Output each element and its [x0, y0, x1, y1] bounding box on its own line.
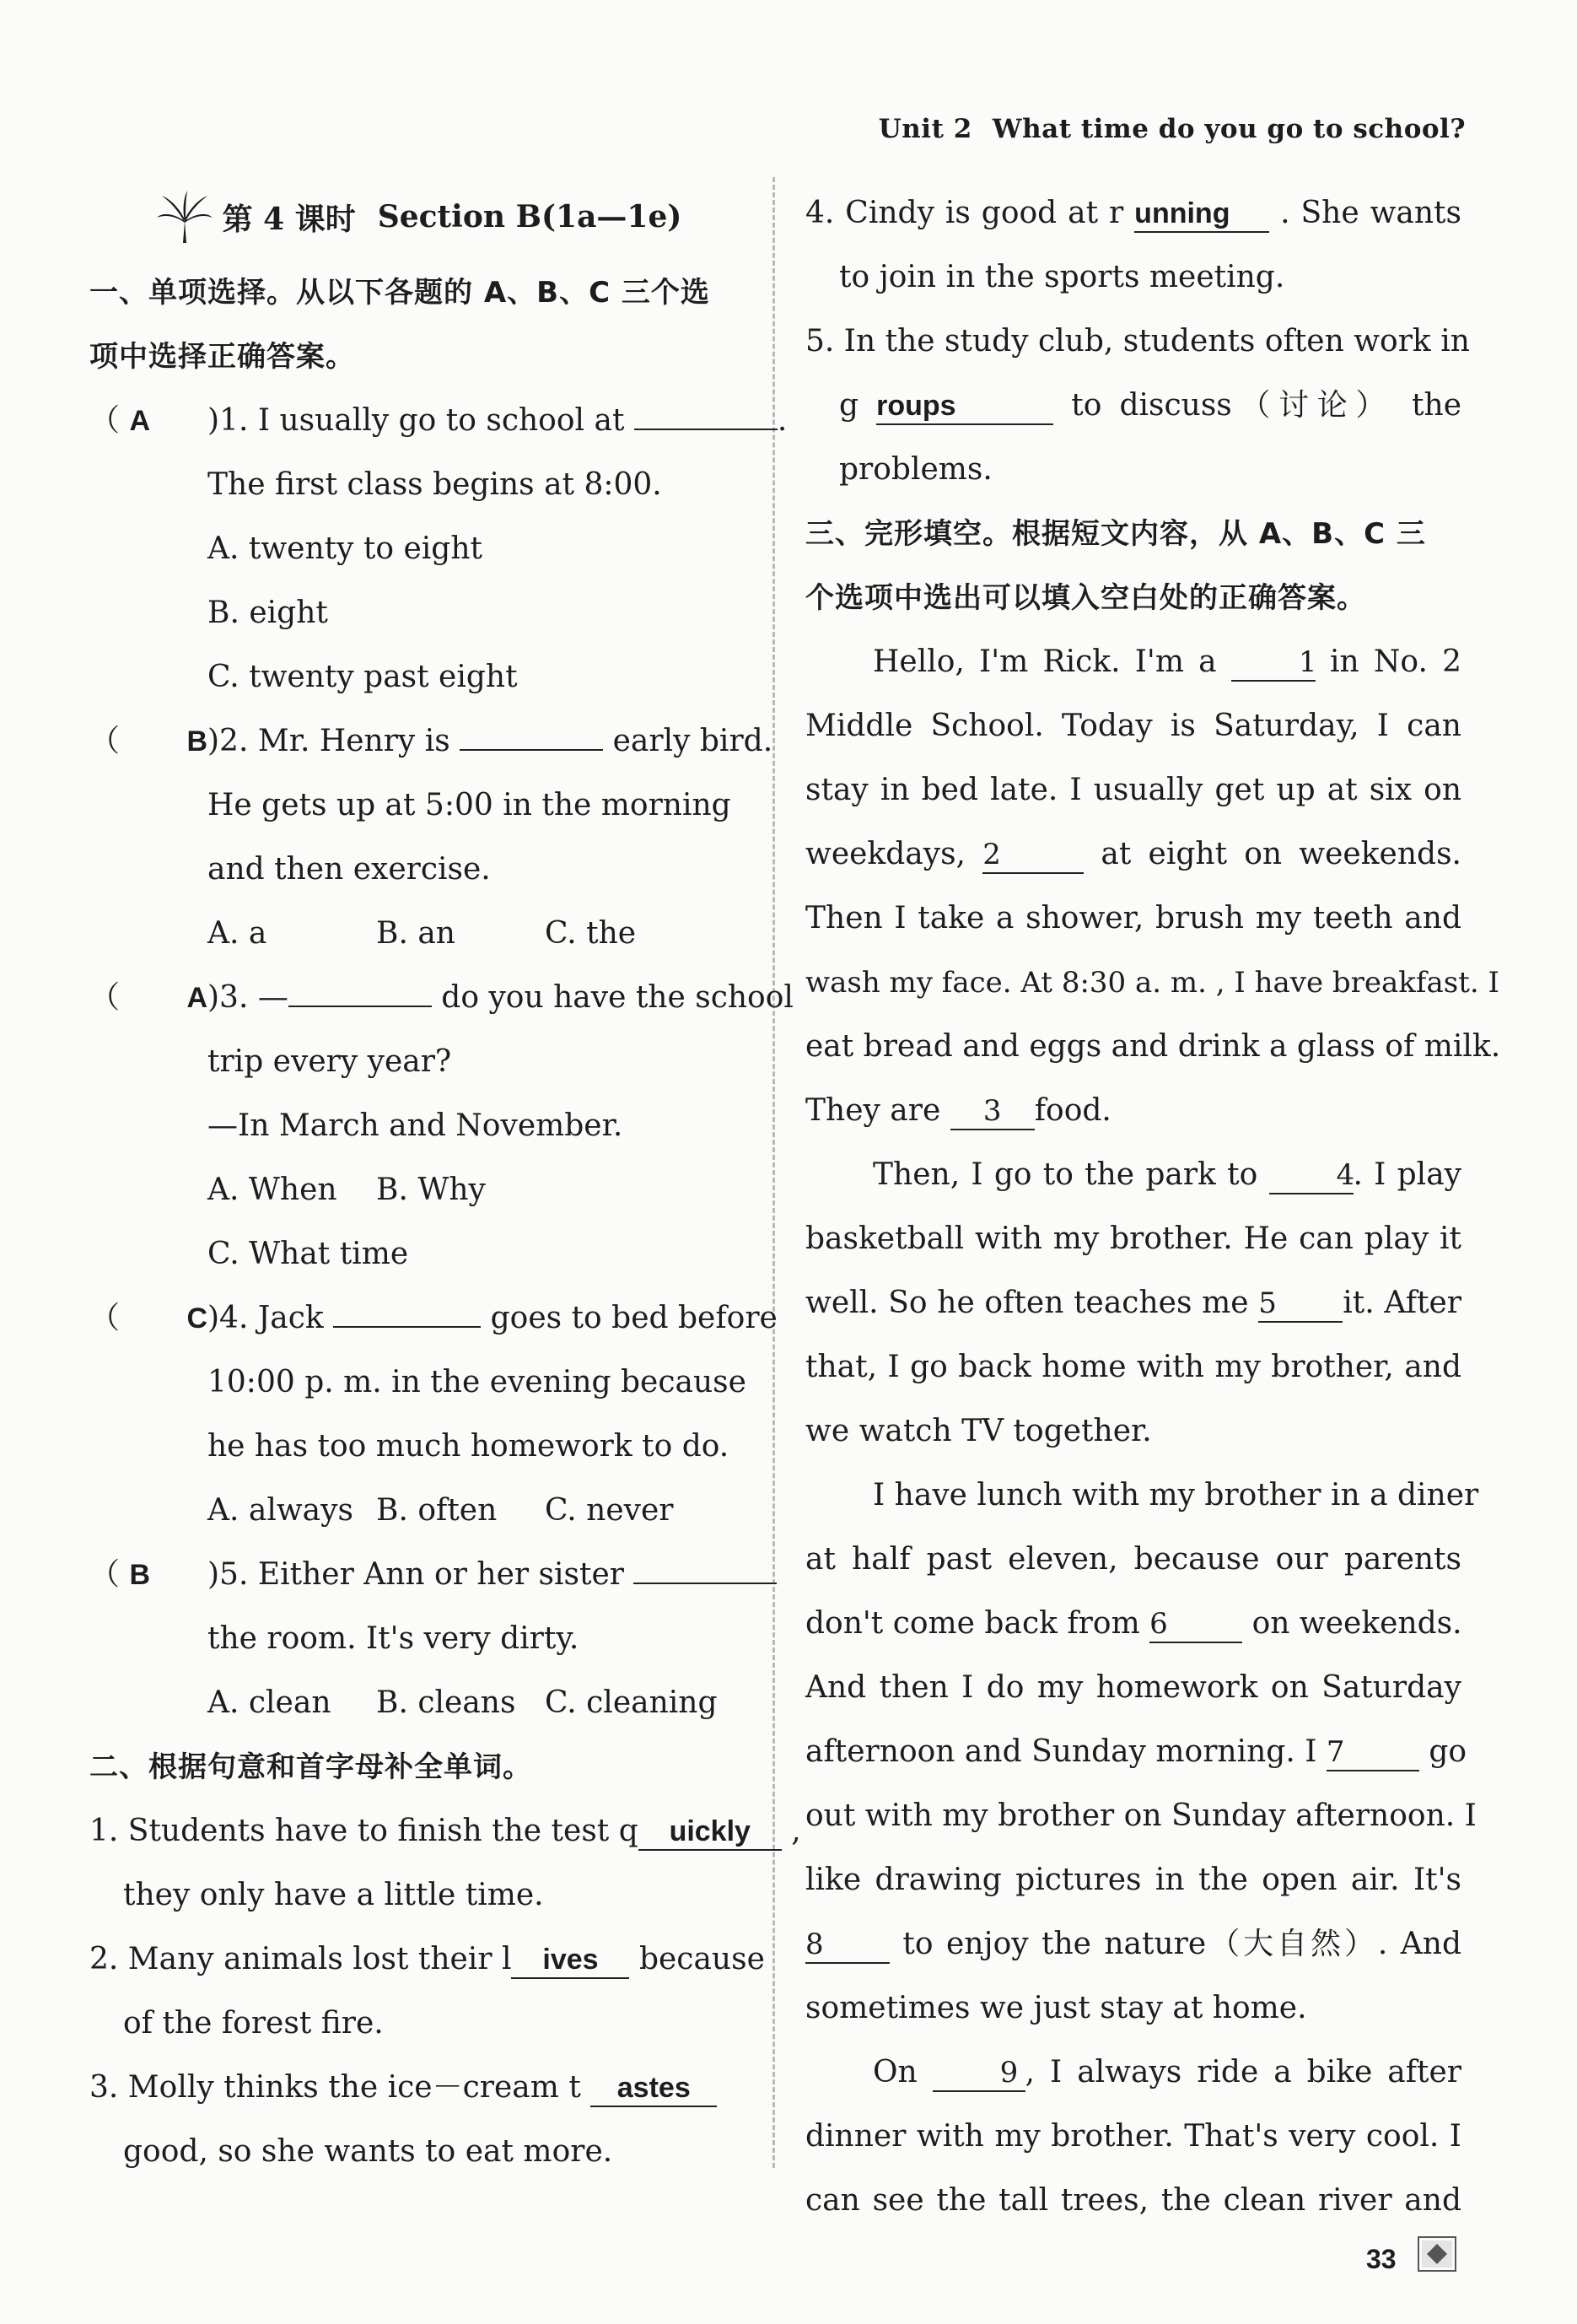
- blank-3[interactable]: 3: [950, 1093, 1035, 1130]
- passage-paragraph-2: Then, I go to the park to 4. I play basketball with my brother. He can play it well. So he often teaches me 5 it. After that, I go back home with my brother, and we watch TV together.: [805, 1157, 1462, 1448]
- answer-blank[interactable]: [460, 717, 603, 751]
- word-fill[interactable]: roups: [876, 388, 1053, 425]
- option-a: A. clean: [207, 1685, 331, 1720]
- sprout-icon: [155, 187, 214, 246]
- word-fill[interactable]: uickly: [638, 1814, 782, 1851]
- diamond-corner-icon: [1417, 2235, 1457, 2273]
- word-fill[interactable]: ives: [511, 1942, 629, 1979]
- lesson-label: 第 4 课时: [222, 201, 356, 237]
- unit-title: What time do you go to school?: [992, 114, 1466, 144]
- option-b: B. cleans: [376, 1685, 516, 1720]
- blank-8[interactable]: 8: [805, 1927, 890, 1964]
- answer-blank[interactable]: [634, 396, 778, 430]
- passage-paragraph-3: I have lunch with my brother in a diner at half past eleven, because our parents don't come back from 6 on weekends. And then I do my homework on Saturday afternoon and Sunday morning. I 7 go out with my brother on Sunday afternoon. I like drawing pictures in the open air. It's 8 to enjoy the nature（大自然）. And sometimes we just stay at home.: [805, 1478, 1479, 2025]
- answer-mark: A: [129, 405, 151, 437]
- option-b: B. Why: [376, 1173, 486, 1207]
- page-number: 33: [1366, 2244, 1397, 2274]
- blank-5[interactable]: 5: [1258, 1286, 1343, 1323]
- option-c: C. twenty past eight: [207, 660, 518, 694]
- passage-paragraph-1: Hello, I'm Rick. I'm a 1 in No. 2 Middle School. Today is Saturday, I can stay in bed late. I usually get up at six on weekdays, 2 at eight on weekends. Then I take a shower, brush my teeth and wash my face. At 8:30 a. m. , I have breakfast. I eat bread and eggs and drink a glass of milk. They are 3 food.: [805, 630, 1461, 1143]
- running-header: [879, 114, 1466, 144]
- column-divider: [772, 177, 775, 2168]
- sentence-1: 1. Students have to finish the test q uickly , they only have a little time.: [89, 1814, 801, 1912]
- sentence-4: 4. Cindy is good at r unning . She wants to join in the sports meeting.: [805, 196, 1461, 294]
- option-a: A. a: [207, 916, 267, 951]
- option-a: A. always: [207, 1493, 353, 1528]
- sentence-5: 5. In the study club, students often work in g roups to discuss（讨论） the problems.: [805, 324, 1470, 487]
- blank-2[interactable]: 2: [982, 837, 1084, 874]
- right-column: [805, 181, 1501, 2233]
- word-fill[interactable]: unning: [1134, 196, 1269, 233]
- blank-9[interactable]: 9: [933, 2055, 1025, 2092]
- question-4: （ C)4. Jack goes to bed before 10:00 p. m. in the evening because he has too much homework to do. A. always B. often C. never: [89, 1286, 747, 1543]
- question-5: （ B )5. Either Ann or her sister the room. It's very dirty. A. clean B. cleans C. cleaning: [89, 1543, 747, 1735]
- passage-paragraph-4: On 9 , I always ride a bike after dinner with my brother. That's very cool. I can see the tall trees, the clean river and: [805, 2055, 1462, 2218]
- option-b: B. eight: [207, 596, 328, 630]
- part1-heading: 一、单项选择。从以下各题的 A、B、C 三个选 项中选择正确答案。: [89, 276, 710, 374]
- blank-1[interactable]: 1: [1231, 644, 1316, 682]
- blank-4[interactable]: 4: [1269, 1157, 1354, 1194]
- option-c: C. cleaning: [545, 1685, 718, 1720]
- option-c: C. the: [545, 916, 637, 951]
- question-3: （ A)3. — do you have the school trip every year? —In March and November. A. When B. Why C. What time: [89, 966, 747, 1286]
- option-a: A. twenty to eight: [207, 531, 483, 566]
- answer-blank[interactable]: [633, 1550, 777, 1584]
- option-c: C. never: [545, 1493, 674, 1528]
- part2-heading: 二、根据句意和首字母补全单词。: [89, 1750, 532, 1784]
- sentence-3: 3. Molly thinks the ice－cream t astes good, so she wants to eat more.: [89, 2056, 747, 2184]
- answer-mark: A: [186, 982, 207, 1014]
- question-1: （ A )1. I usually go to school at . The first class begins at 8:00. A. twenty to eight B. eight C. twenty past eight: [89, 389, 747, 709]
- option-a: A. When: [207, 1173, 337, 1207]
- answer-blank[interactable]: [288, 973, 432, 1007]
- option-b: B. an: [376, 916, 455, 951]
- part3-heading: 三、完形填空。根据短文内容，从 A、B、C 三 个选项中选出可以填入空白处的正确答案。: [805, 517, 1426, 615]
- blank-6[interactable]: 6: [1149, 1606, 1242, 1643]
- unit-label: Unit 2: [878, 114, 972, 144]
- word-fill[interactable]: astes: [590, 2070, 717, 2107]
- blank-7[interactable]: 7: [1327, 1734, 1419, 1771]
- option-c: C. What time: [207, 1237, 409, 1271]
- question-2: （ B)2. Mr. Henry is early bird. He gets up at 5:00 in the morning and then exercise. A. a B. an C. the: [89, 709, 747, 966]
- lesson-title: [89, 181, 747, 252]
- answer-mark: B: [129, 1559, 151, 1591]
- option-b: B. often: [376, 1493, 498, 1528]
- answer-mark: B: [186, 725, 207, 758]
- left-column: [89, 181, 801, 2184]
- sentence-2: 2. Many animals lost their l ives because of the forest fire.: [89, 1942, 765, 2041]
- answer-mark: C: [186, 1302, 207, 1335]
- answer-blank[interactable]: [333, 1294, 481, 1328]
- lesson-section: Section B(1a—1e): [377, 199, 682, 235]
